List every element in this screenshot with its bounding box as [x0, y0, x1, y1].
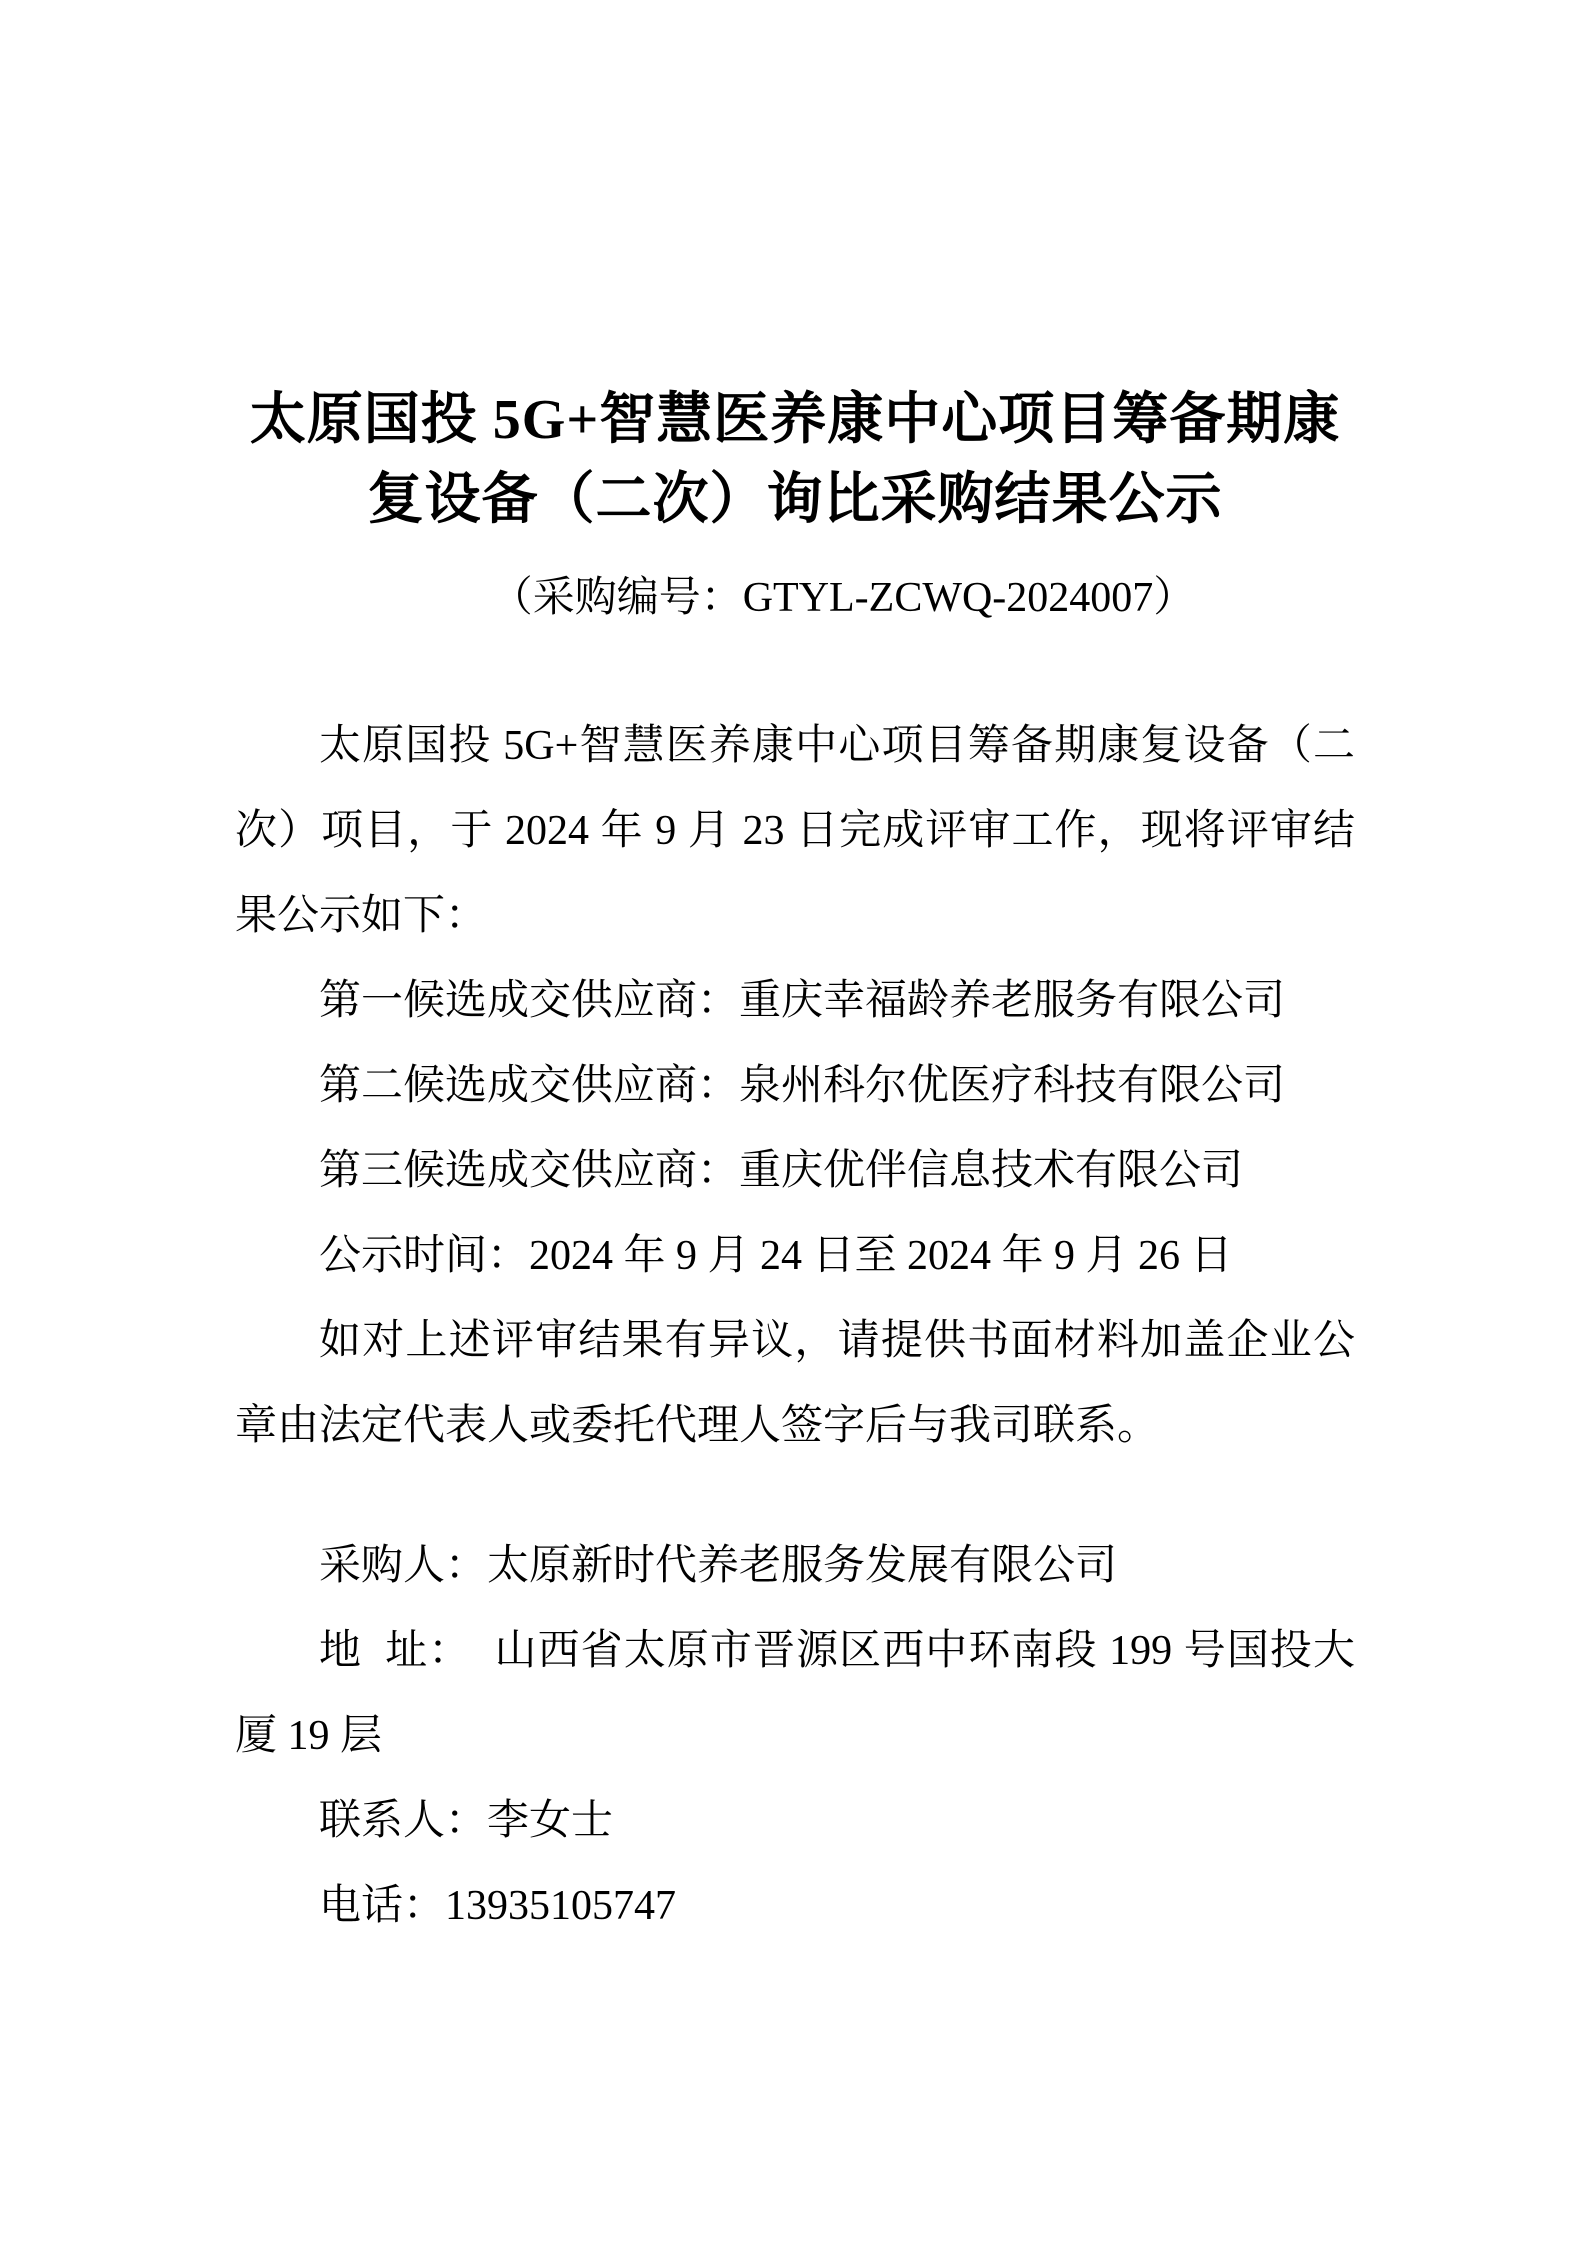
phone-line: 电话：13935105747: [319, 1883, 677, 1929]
contact-person-line: 联系人：李女士: [319, 1798, 614, 1844]
document-title: [235, 380, 1355, 540]
objection-notice-line: 如对上述评审结果有异议，请提供书面材料加盖企业公章由法定代表人或委托代理人签字后与我司联系。: [235, 1318, 1355, 1449]
publicity-period-line: 公示时间：2024 年 9 月 24 日至 2024 年 9 月 26 日: [319, 1233, 1233, 1279]
paragraph-intro: 太原国投 5G+智慧医养康中心项目筹备期康复设备（二次）项目，于 2024 年 9 月 23 日完成评审工作，现将评审结果公示如下：: [235, 723, 1355, 939]
document-title-line-2: 复设备（二次）询比采购结果公示: [367, 469, 1223, 531]
address-line: 地 址： 山西省太原市晋源区西中环南段 199 号国投大厦 19 层: [235, 1628, 1355, 1759]
purchaser-line: 采购人：太原新时代养老服务发展有限公司: [319, 1543, 1118, 1589]
candidate-3-line: 第三候选成交供应商：重庆优伴信息技术有限公司: [319, 1148, 1244, 1194]
candidate-1-line: 第一候选成交供应商：重庆幸福龄养老服务有限公司: [319, 978, 1286, 1024]
candidate-2-line: 第二候选成交供应商：泉州科尔优医疗科技有限公司: [319, 1063, 1286, 1109]
procurement-number: （采购编号：GTYL-ZCWQ-2024007）: [490, 575, 1196, 621]
document-title-line-1: 太原国投 5G+智慧医养康中心项目筹备期康: [249, 389, 1341, 451]
document-body: [235, 704, 1355, 1949]
blank-line-spacer: [235, 1469, 1355, 1524]
